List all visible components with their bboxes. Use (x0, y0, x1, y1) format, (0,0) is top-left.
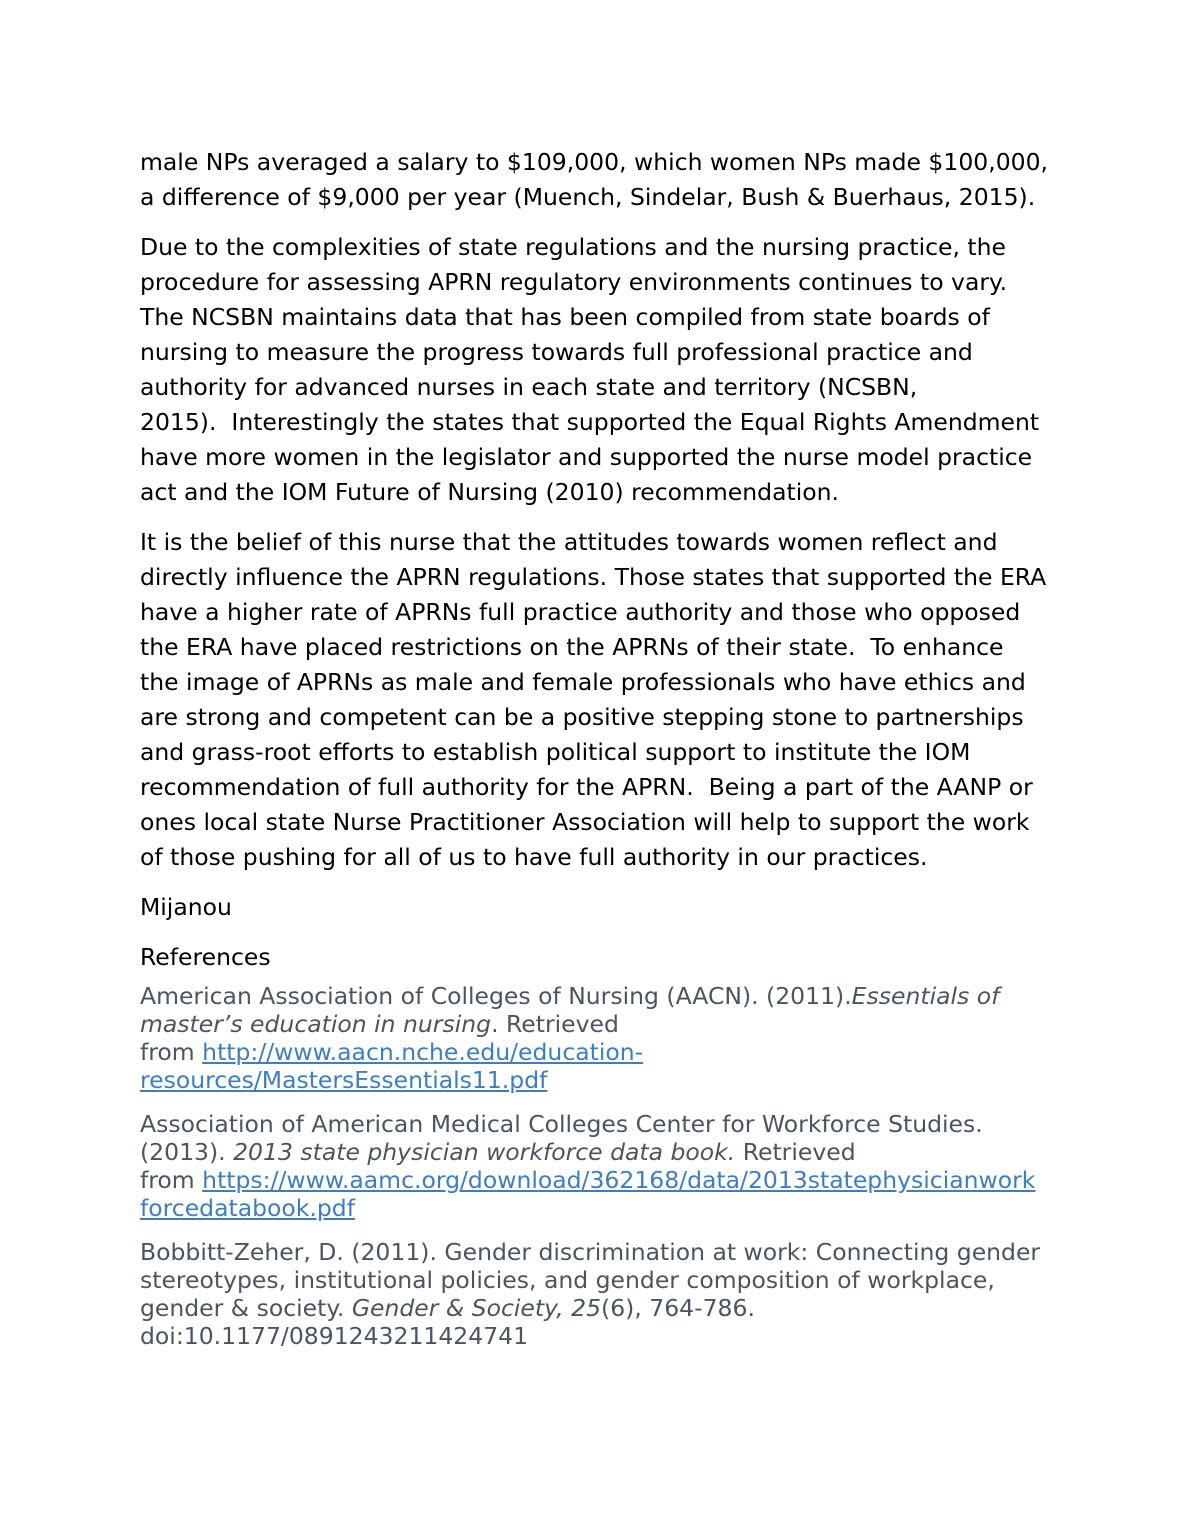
reference-title: master’s education in nursing (140, 1010, 492, 1038)
text-line: the ERA have placed restrictions on the APRNs of their state. To enhance (140, 633, 1004, 661)
reference-text: from (140, 1038, 203, 1066)
text-line: authority for advanced nurses in each state and territory (NCSBN, (140, 373, 918, 401)
text-line: recommendation of full authority for the APRN. Being a part of the AANP or (140, 773, 1033, 801)
reference-text: American Association of Colleges of Nursing (AACN). (2011). (140, 982, 852, 1010)
text-line: male NPs averaged a salary to $109,000, which women NPs made $100,000, (140, 148, 1049, 176)
text-line: It is the belief of this nurse that the attitudes towards women reflect and (140, 528, 998, 556)
text-line: directly influence the APRN regulations. Those states that supported the ERA (140, 563, 1047, 591)
reference-line: stereotypes, institutional policies, and gender composition of workplace, (140, 1266, 995, 1294)
text-line: are strong and competent can be a positive stepping stone to partnerships (140, 703, 1024, 731)
signature: Mijanou (140, 893, 232, 921)
reference-link-aacn[interactable]: http://www.aacn.nche.edu/education- (202, 1038, 644, 1066)
text-line: the image of APRNs as male and female professionals who have ethics and (140, 668, 1026, 696)
reference-line (140, 1138, 1055, 1166)
paragraph-belief (140, 525, 1055, 875)
reference-link-aamc[interactable]: https://www.aamc.org/download/362168/data/2013statephysicianwork (202, 1166, 1036, 1194)
reference-text: from (140, 1166, 203, 1194)
text-line: ones local state Nurse Practitioner Association will help to support the work (140, 808, 1030, 836)
text-line: act and the IOM Future of Nursing (2010) recommendation. (140, 478, 839, 506)
reference-line (140, 1294, 1055, 1322)
reference-line (140, 1066, 1055, 1094)
text-line: procedure for assessing APRN regulatory environments continues to vary. (140, 268, 1008, 296)
reference-line (140, 1166, 1055, 1194)
reference-bobbitt-zeher (140, 1238, 1055, 1350)
reference-text: . Retrieved (491, 1010, 619, 1038)
reference-line (140, 1010, 1055, 1038)
reference-line: Bobbitt-Zeher, D. (2011). Gender discrimination at work: Connecting gender (140, 1238, 1041, 1266)
reference-text: (2013). (140, 1138, 234, 1166)
reference-text: Retrieved (735, 1138, 856, 1166)
reference-title: Essentials of (851, 982, 1000, 1010)
reference-line: doi:10.1177/0891243211424741 (140, 1322, 529, 1350)
text-line: and grass-root efforts to establish political support to institute the IOM (140, 738, 971, 766)
reference-text: gender & society. (140, 1294, 352, 1322)
paragraph-salary (140, 145, 1055, 215)
document-page (140, 145, 1055, 1366)
reference-line: Association of American Medical Colleges Center for Workforce Studies. (140, 1110, 983, 1138)
reference-aamc (140, 1110, 1055, 1222)
reference-aacn (140, 982, 1055, 1094)
reference-line (140, 1038, 1055, 1066)
references-heading: References (140, 943, 271, 971)
text-line: nursing to measure the progress towards full professional practice and (140, 338, 973, 366)
text-line: The NCSBN maintains data that has been compiled from state boards of (140, 303, 990, 331)
reference-title: 2013 state physician workforce data book. (233, 1138, 736, 1166)
reference-text: (6), 764-786. (601, 1294, 755, 1322)
text-line: Due to the complexities of state regulations and the nursing practice, the (140, 233, 1006, 261)
reference-line (140, 982, 1055, 1010)
text-line: a difference of $9,000 per year (Muench, Sindelar, Bush & Buerhaus, 2015). (140, 183, 1036, 211)
reference-link-aacn[interactable]: resources/MastersEssentials11.pdf (140, 1066, 548, 1094)
text-line: 2015). Interestingly the states that supported the Equal Rights Amendment (140, 408, 1040, 436)
text-line: have more women in the legislator and supported the nurse model practice (140, 443, 1033, 471)
text-line: of those pushing for all of us to have full authority in our practices. (140, 843, 928, 871)
reference-title: Gender & Society, 25 (351, 1294, 602, 1322)
text-line: have a higher rate of APRNs full practice authority and those who opposed (140, 598, 1021, 626)
reference-link-aamc[interactable]: forcedatabook.pdf (140, 1194, 355, 1222)
reference-line (140, 1194, 1055, 1222)
paragraph-regulations (140, 230, 1055, 510)
